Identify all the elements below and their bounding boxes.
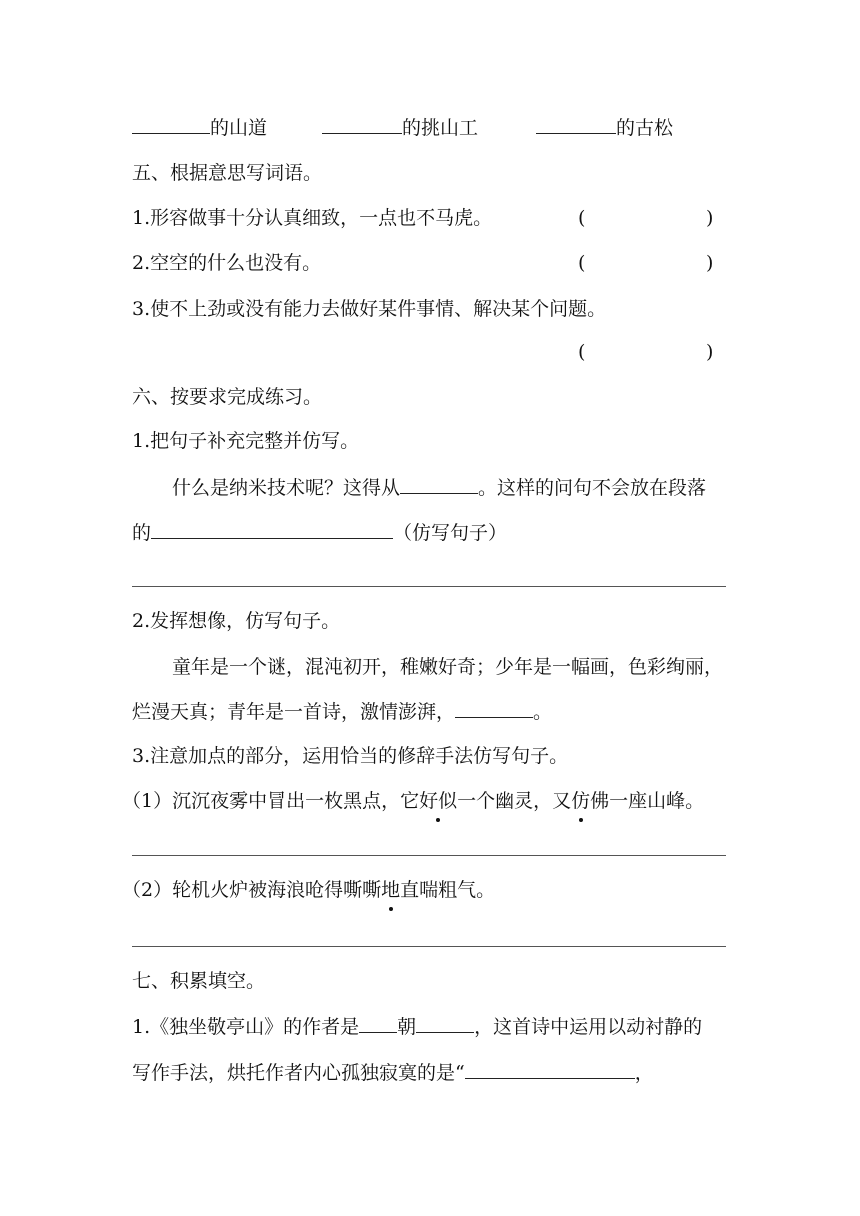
s7-q1-line2: 写作手法，烘托作者内心孤独寂寞的是“ ， (132, 1062, 654, 1084)
section-6-heading: 六、按要求完成练习。 (132, 386, 323, 408)
blank-3[interactable] (536, 115, 616, 134)
s6-q2-line2: 烂漫天真；青年是一首诗，激情澎湃， 。 (132, 701, 553, 723)
s5-q1-rparen: ) (706, 207, 714, 229)
dotted-phrase-as-if: 又仿佛 (552, 790, 610, 812)
s5-q2-rparen: ) (706, 252, 714, 274)
blank-1[interactable] (132, 115, 210, 134)
s7-blank-verse[interactable] (465, 1060, 635, 1079)
s6-q1-line1: 什么是纳米技术呢？这得从 。这样的问句不会放在段落 (172, 477, 707, 499)
s6-q3-title: 3.注意加点的部分，运用恰当的修辞手法仿写句子。 (132, 745, 569, 767)
top-row-b (322, 115, 478, 141)
section-5-heading: 五、根据意思写词语。 (132, 162, 323, 184)
s6-q3-1: （1）沉沉夜雾中冒出一枚黑点，它好似一个幽灵，又仿佛一座山峰。 (122, 790, 705, 812)
s5-q3-lparen: ( (578, 341, 586, 363)
answer-line-3[interactable] (132, 946, 726, 947)
s6-q2-blank[interactable] (455, 699, 533, 718)
top-row-c (536, 115, 673, 141)
s5-q1-lparen: ( (578, 207, 586, 229)
phrase-mountain-road: 的山道 (210, 117, 268, 139)
blank-2[interactable] (322, 115, 402, 134)
s6-q3-2: （2）轮机火炉被海浪呛得嘶嘶地直喘粗气。 (122, 879, 496, 901)
s6-q2-line1: 童年是一个谜，混沌初开，稚嫩好奇；少年是一幅画，色彩绚丽， (172, 656, 724, 678)
s6-q1-line2: 的 （仿写句子） (132, 522, 508, 544)
s5-q3: 3.使不上劲或没有能力去做好某件事情、解决某个问题。 (132, 298, 607, 320)
s7-blank-author[interactable] (416, 1014, 474, 1033)
s5-q2: 2.空空的什么也没有。 (132, 252, 322, 274)
s5-q2-lparen: ( (578, 252, 586, 274)
s6-q2-title: 2.发挥想像，仿写句子。 (132, 610, 341, 632)
s6-q1-blank-2[interactable] (151, 520, 393, 539)
phrase-porter: 的挑山工 (402, 117, 479, 139)
dotted-phrase-gasping: 呛得嘶嘶地直喘粗气 (305, 879, 477, 901)
answer-line-1[interactable] (132, 586, 726, 587)
s7-q1-line1: 1.《独坐敬亭山》的作者是 朝 ，这首诗中运用以动衬静的 (132, 1016, 703, 1038)
phrase-pine: 的古松 (616, 117, 674, 139)
s5-q3-rparen: ) (706, 341, 714, 363)
s6-q1-title: 1.把句子补充完整并仿写。 (132, 430, 360, 452)
dotted-phrase-like: 好似 (419, 790, 458, 812)
answer-line-2[interactable] (132, 855, 726, 856)
s5-q1: 1.形容做事十分认真细致，一点也不马虎。 (132, 207, 493, 229)
s7-blank-dynasty[interactable] (359, 1014, 397, 1033)
section-7-heading: 七、积累填空。 (132, 970, 266, 992)
s6-q1-blank-1[interactable] (400, 475, 478, 494)
top-row (132, 115, 267, 141)
